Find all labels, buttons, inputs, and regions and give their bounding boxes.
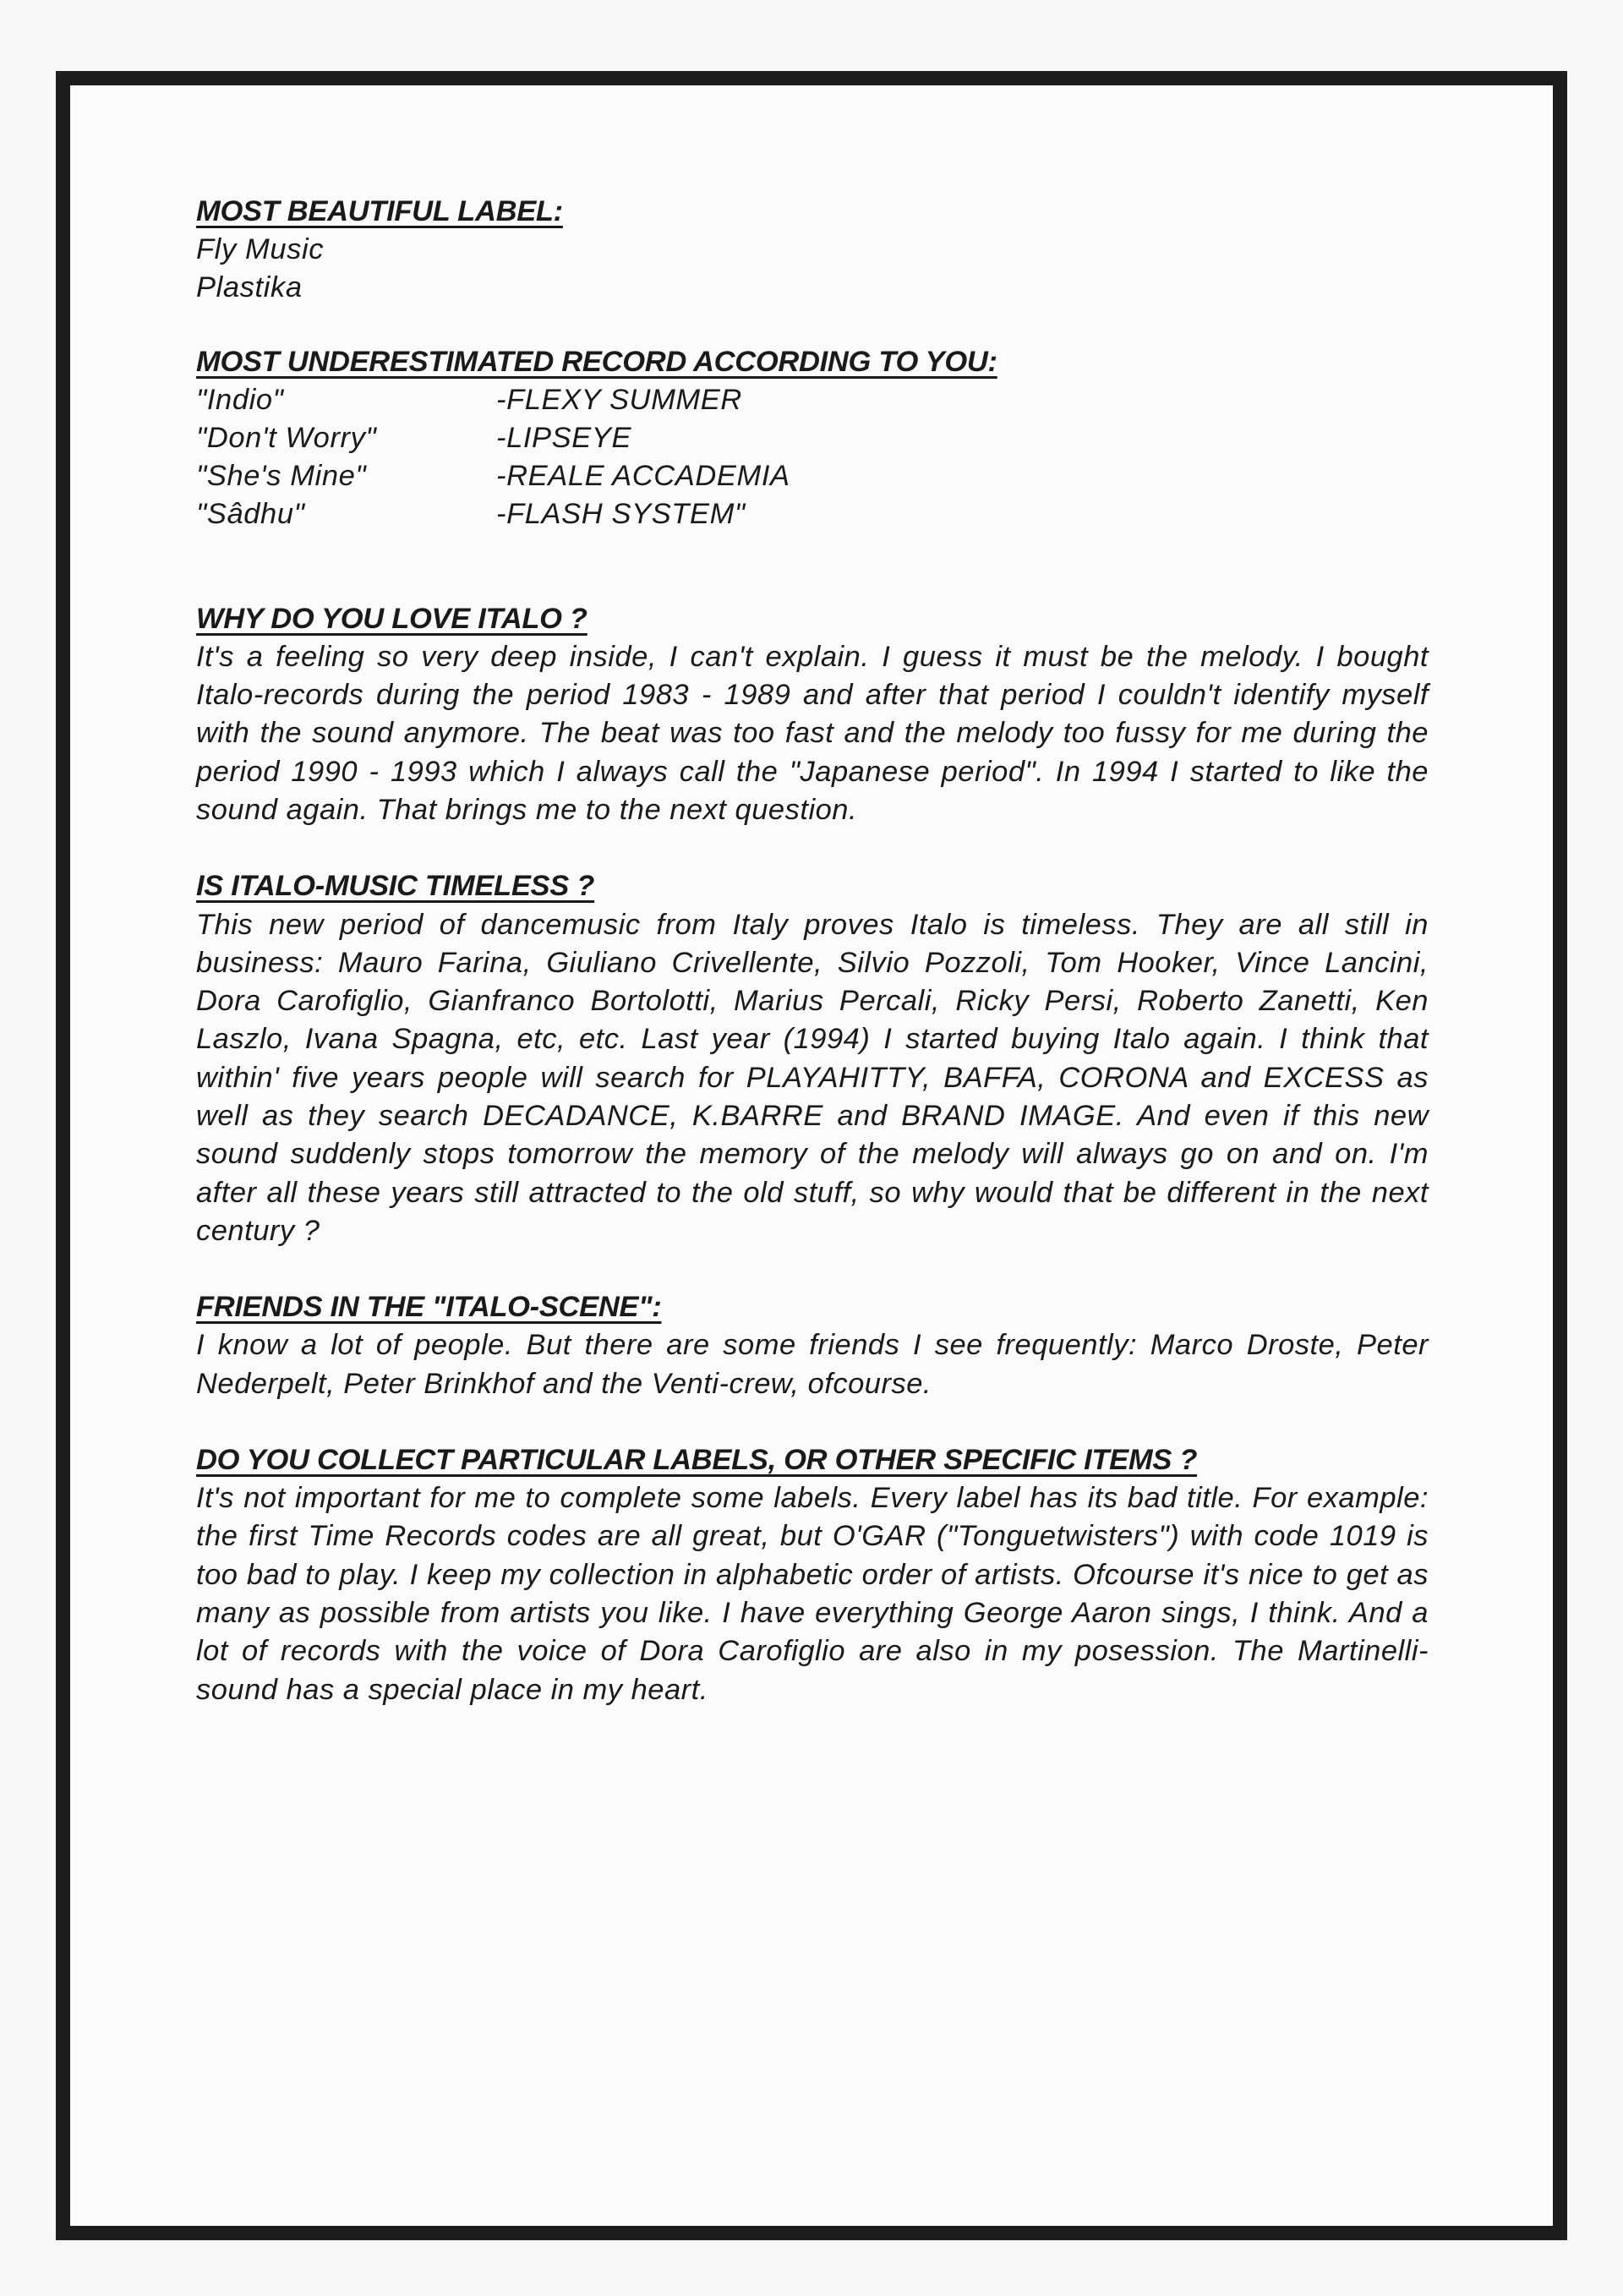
- record-row: [196, 381, 1429, 419]
- record-row: [196, 457, 1429, 495]
- record-artist: -LIPSEYE: [496, 422, 632, 455]
- record-artist: -REALE ACCADEMIA: [496, 460, 790, 493]
- heading-why-love-italo: WHY DO YOU LOVE ITALO ?: [196, 602, 587, 635]
- answer-why-love-italo: It's a feeling so very deep inside, I can't explain. I guess it must be the melody. I bought Italo-records during the period 1983 - 1989 and after that period I couldn't identify myself with the sound anymore. The beat was too fast and the melody too fussy for me during the period 1990 - 1993 which I always call the "Japanese period". In 1994 I started to like the sound again. That brings me to the next question.: [196, 640, 1429, 827]
- heading-most-underestimated-record: MOST UNDERESTIMATED RECORD ACCORDING TO YOU:: [196, 345, 997, 378]
- answer-italo-timeless: This new period of dancemusic from Italy proves Italo is timeless. They are all still in business: Mauro Farina, Giuliano Crivellente, Silvio Pozzoli, Tom Hooker, Vince Lancini, Dora Carofiglio, Gianfranco Bortolotti, Marius Percali, Ricky Persi, Roberto Zanetti, Ken Laszlo, Ivana Spagna, etc, etc. Last year (1994) I started buying Italo again. I think that within' five years people will search for PLAYAHITTY, BAFFA, CORONA and EXCESS as well as they search DECADANCE, K.BARRE and BRAND IMAGE. And even if this new sound suddenly stops tomorrow the memory of the melody will always go on and on. I'm after all these years still attracted to the old stuff, so why would that be different in the next century ?: [196, 908, 1429, 1247]
- record-row: [196, 419, 1429, 457]
- heading-most-beautiful-label: MOST BEAUTIFUL LABEL:: [196, 195, 563, 227]
- record-title: "Don't Worry": [196, 422, 377, 455]
- answer-friends-italo-scene: I know a lot of people. But there are some friends I see frequently: Marco Droste, Peter Nederpelt, Peter Brinkhof and the Venti-crew, ofcourse.: [196, 1329, 1429, 1400]
- label-item: Fly Music: [196, 233, 325, 266]
- label-item: Plastika: [196, 271, 303, 304]
- record-artist: -FLEXY SUMMER: [496, 383, 742, 416]
- record-title: "Indio": [196, 383, 284, 416]
- record-artist: -FLASH SYSTEM": [496, 498, 746, 531]
- document-body: [196, 193, 1429, 1709]
- record-title: "She's Mine": [196, 460, 367, 493]
- answer-collect-labels: It's not important for me to complete some labels. Every label has its bad title. For example: the first Time Records codes are all great, but O'GAR ("Tonguetwisters") with code 1019 is too bad to play. I keep my collection in alphabetic order of artists. Ofcourse it's nice to get as many as possible from artists you like. I have everything George Aaron sings, I think. And a lot of records with the voice of Dora Carofiglio are also in my posession. The Martinelli-sound has a special place in my heart.: [196, 1482, 1429, 1706]
- record-row: [196, 495, 1429, 533]
- record-title: "Sâdhu": [196, 498, 305, 531]
- heading-collect-labels: DO YOU COLLECT PARTICULAR LABELS, OR OTHER SPECIFIC ITEMS ?: [196, 1443, 1198, 1476]
- heading-italo-timeless: IS ITALO-MUSIC TIMELESS ?: [196, 870, 595, 903]
- heading-friends-italo-scene: FRIENDS IN THE "ITALO-SCENE":: [196, 1291, 662, 1324]
